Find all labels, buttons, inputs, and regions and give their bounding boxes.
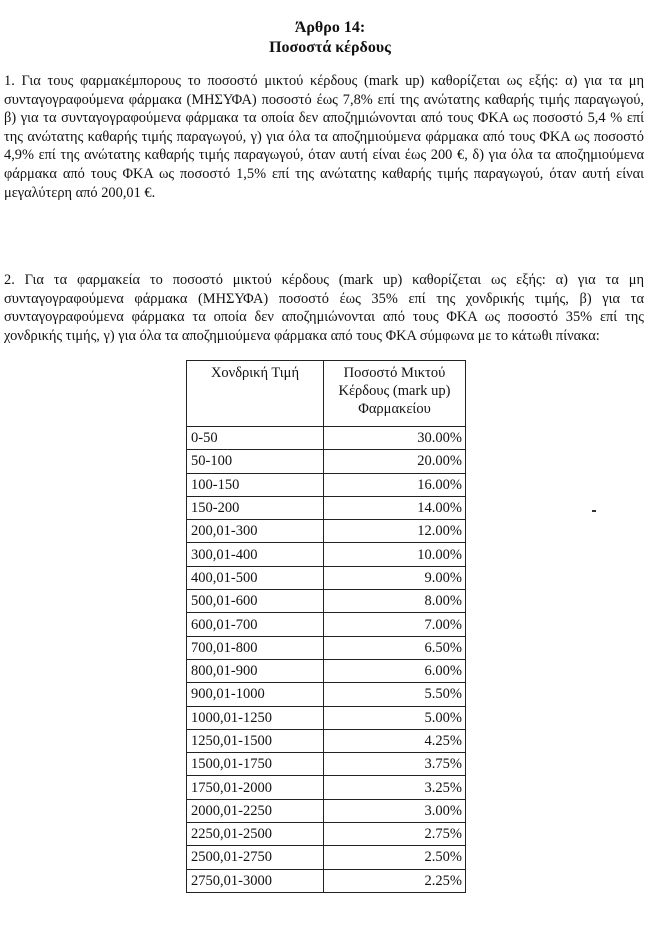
price-range-cell: 0-50 [187, 427, 324, 450]
article-number: Άρθρο 14: [294, 19, 366, 36]
table-row [187, 473, 466, 496]
article-heading [0, 18, 660, 58]
price-range-cell: 800,01-900 [187, 659, 324, 682]
price-range-cell: 300,01-400 [187, 543, 324, 566]
markup-table-container [186, 360, 466, 893]
table-header-row [187, 361, 466, 427]
markup-percentage-cell: 5.00% [324, 706, 466, 729]
table-body [187, 427, 466, 893]
table-row [187, 543, 466, 566]
markup-percentage-cell: 6.50% [324, 636, 466, 659]
markup-percentage-cell: 3.00% [324, 799, 466, 822]
markup-percentage-cell: 4.25% [324, 729, 466, 752]
price-range-cell: 1250,01-1500 [187, 729, 324, 752]
markup-percentage-cell: 6.00% [324, 659, 466, 682]
table-row [187, 566, 466, 589]
markup-table [186, 360, 466, 893]
markup-percentage-cell: 7.00% [324, 613, 466, 636]
price-range-cell: 700,01-800 [187, 636, 324, 659]
price-range-cell: 150-200 [187, 496, 324, 519]
price-range-cell: 100-150 [187, 473, 324, 496]
paragraph-1: 1. Για τους φαρμακέμπορους το ποσοστό μικτού κέρδους (mark up) καθορίζεται ως εξής: α) για τα μη συνταγογραφούμενα φάρμακα (ΜΗΣΥΦΑ) ποσοστό έως 7,8% επί της ανώτατης καθαρής τιμής παραγωγού, β) για τα συνταγογραφούμενα φάρμακα τα οποία δεν αποζημιώνονται από τους ΦΚΑ ως ποσοστό 5,4 % επί της ανώτατης καθαρής τιμής παραγωγού, γ) για όλα τα αποζημιούμενα φάρμακα από τους ΦΚΑ ως ποσοστό 4,9% επί της ανώτατης καθαρής τιμής παραγωγού, όταν αυτή είναι έως 200 €, δ) για όλα τα αποζημιούμενα φάρμακα από τους ΦΚΑ ως ποσοστό 1,5% επί της ανώτατης καθαρής τιμής παραγωγού, όταν αυτή είναι μεγαλύτερη από 200,01 €. [4, 73, 644, 201]
table-row [187, 636, 466, 659]
header-wholesale-price: Χονδρική Τιμή [187, 361, 324, 427]
markup-percentage-cell: 2.75% [324, 823, 466, 846]
markup-percentage-cell: 14.00% [324, 496, 466, 519]
price-range-cell: 1000,01-1250 [187, 706, 324, 729]
table-row [187, 520, 466, 543]
table-row [187, 776, 466, 799]
markup-percentage-cell: 20.00% [324, 450, 466, 473]
markup-percentage-cell: 5.50% [324, 683, 466, 706]
price-range-cell: 400,01-500 [187, 566, 324, 589]
price-range-cell: 1750,01-2000 [187, 776, 324, 799]
table-row [187, 799, 466, 822]
markup-percentage-cell: 3.75% [324, 753, 466, 776]
price-range-cell: 500,01-600 [187, 590, 324, 613]
price-range-cell: 2000,01-2250 [187, 799, 324, 822]
markup-percentage-cell: 10.00% [324, 543, 466, 566]
table-row [187, 590, 466, 613]
table-row [187, 613, 466, 636]
table-row [187, 846, 466, 869]
price-range-cell: 2250,01-2500 [187, 823, 324, 846]
markup-percentage-cell: 12.00% [324, 520, 466, 543]
markup-percentage-cell: 2.50% [324, 846, 466, 869]
table-row [187, 427, 466, 450]
markup-percentage-cell: 8.00% [324, 590, 466, 613]
scan-speck [592, 510, 596, 512]
table-row [187, 496, 466, 519]
header-markup-percentage: Ποσοστό Μικτού Κέρδους (mark up) Φαρμακείου [324, 361, 466, 427]
table-row [187, 706, 466, 729]
table-row [187, 869, 466, 892]
price-range-cell: 2500,01-2750 [187, 846, 324, 869]
markup-percentage-cell: 16.00% [324, 473, 466, 496]
price-range-cell: 50-100 [187, 450, 324, 473]
table-row [187, 823, 466, 846]
table-row [187, 659, 466, 682]
article-subtitle: Ποσοστά κέρδους [269, 39, 391, 56]
markup-percentage-cell: 9.00% [324, 566, 466, 589]
table-row [187, 729, 466, 752]
price-range-cell: 900,01-1000 [187, 683, 324, 706]
markup-percentage-cell: 2.25% [324, 869, 466, 892]
price-range-cell: 600,01-700 [187, 613, 324, 636]
table-row [187, 753, 466, 776]
markup-percentage-cell: 30.00% [324, 427, 466, 450]
table-row [187, 450, 466, 473]
price-range-cell: 200,01-300 [187, 520, 324, 543]
paragraph-2: 2. Για τα φαρμακεία το ποσοστό μικτού κέρδους (mark up) καθορίζεται ως εξής: α) για τα μη συνταγογραφούμενα φάρμακα (ΜΗΣΥΦΑ) ποσοστό έως 35% επί της χονδρικής τιμής, β) για τα συνταγογραφούμενα φάρμακα τα οποία δεν αποζημιώνονται από τους ΦΚΑ ως ποσοστό 35% επί της χονδρικής τιμής, γ) για όλα τα αποζημιούμενα φάρμακα από τους ΦΚΑ σύμφωνα με το κάτωθι πίνακα: [4, 272, 644, 344]
table-row [187, 683, 466, 706]
price-range-cell: 2750,01-3000 [187, 869, 324, 892]
markup-percentage-cell: 3.25% [324, 776, 466, 799]
price-range-cell: 1500,01-1750 [187, 753, 324, 776]
